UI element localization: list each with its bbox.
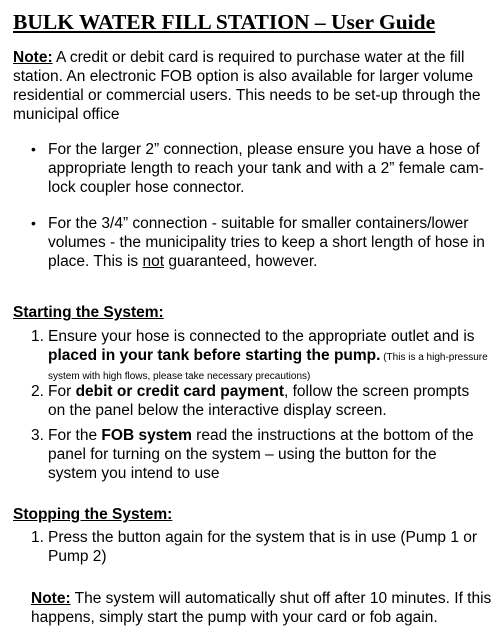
step-text-part: For	[48, 383, 76, 400]
starting-step-3	[31, 426, 489, 483]
step-small-text: (This is a high-pressure system with high flows, please take necessary precautions)	[48, 352, 488, 382]
bullet-text-part: For the 3/4” connection - suitable for smaller containers/lower volumes - the municipality tries to keep a short length of hose in place. This is	[48, 215, 485, 270]
bullet-text	[48, 214, 486, 271]
intro-note	[13, 48, 489, 124]
step-bold-text: FOB system	[101, 427, 192, 444]
closing-note-label: Note:	[31, 590, 71, 607]
starting-system-heading: Starting the System:	[13, 304, 164, 321]
closing-note-text: The system will automatically shut off after 10 minutes. If this happens, simply start the pump with your card or fob again.	[31, 590, 492, 626]
intro-note-label: Note:	[13, 49, 53, 66]
bullet-three-quarter-connection	[31, 214, 486, 271]
step-text	[48, 426, 489, 483]
step-text-part: read the instructions at the bottom of the panel for turning on the system – using the button for the system you intend to use	[48, 427, 474, 482]
bullet-text: For the larger 2” connection, please ensure you have a hose of appropriate length to reach your tank and with a 2” female cam-lock coupler hose connector.	[48, 141, 484, 196]
step-number: 1.	[31, 328, 44, 345]
starting-step-2	[31, 382, 489, 420]
step-text	[48, 327, 489, 384]
step-number: 2.	[31, 383, 44, 400]
bullet-marker: •	[31, 141, 36, 157]
step-bold-text: debit or credit card payment	[75, 383, 285, 400]
stopping-step-1	[31, 528, 489, 566]
step-number: 1.	[31, 529, 44, 546]
bullet-2inch-connection	[31, 140, 486, 197]
step-number: 3.	[31, 427, 44, 444]
bullet-text-part: guaranteed, however.	[164, 253, 318, 270]
step-text-part: For the	[48, 427, 102, 444]
starting-step-1	[31, 327, 489, 384]
step-text: Press the button again for the system that is in use (Pump 1 or Pump 2)	[48, 529, 478, 565]
closing-note	[31, 589, 493, 627]
bullet-marker: •	[31, 215, 36, 231]
page-title: BULK WATER FILL STATION – User Guide	[13, 10, 436, 34]
stopping-system-heading: Stopping the System:	[13, 506, 173, 523]
intro-note-text: A credit or debit card is required to purchase water at the fill station. An electronic FOB option is also available for larger volume residential or commercial users. This needs to be set-up through the municipal office	[13, 49, 481, 123]
step-text	[48, 382, 489, 420]
step-text-part: Ensure your hose is connected to the appropriate outlet and is	[48, 328, 475, 345]
step-bold-text: placed in your tank before starting the pump.	[48, 347, 381, 364]
step-text-part: , follow the screen prompts on the panel below the interactive display screen.	[48, 383, 470, 419]
not-emphasis: not	[142, 253, 165, 270]
